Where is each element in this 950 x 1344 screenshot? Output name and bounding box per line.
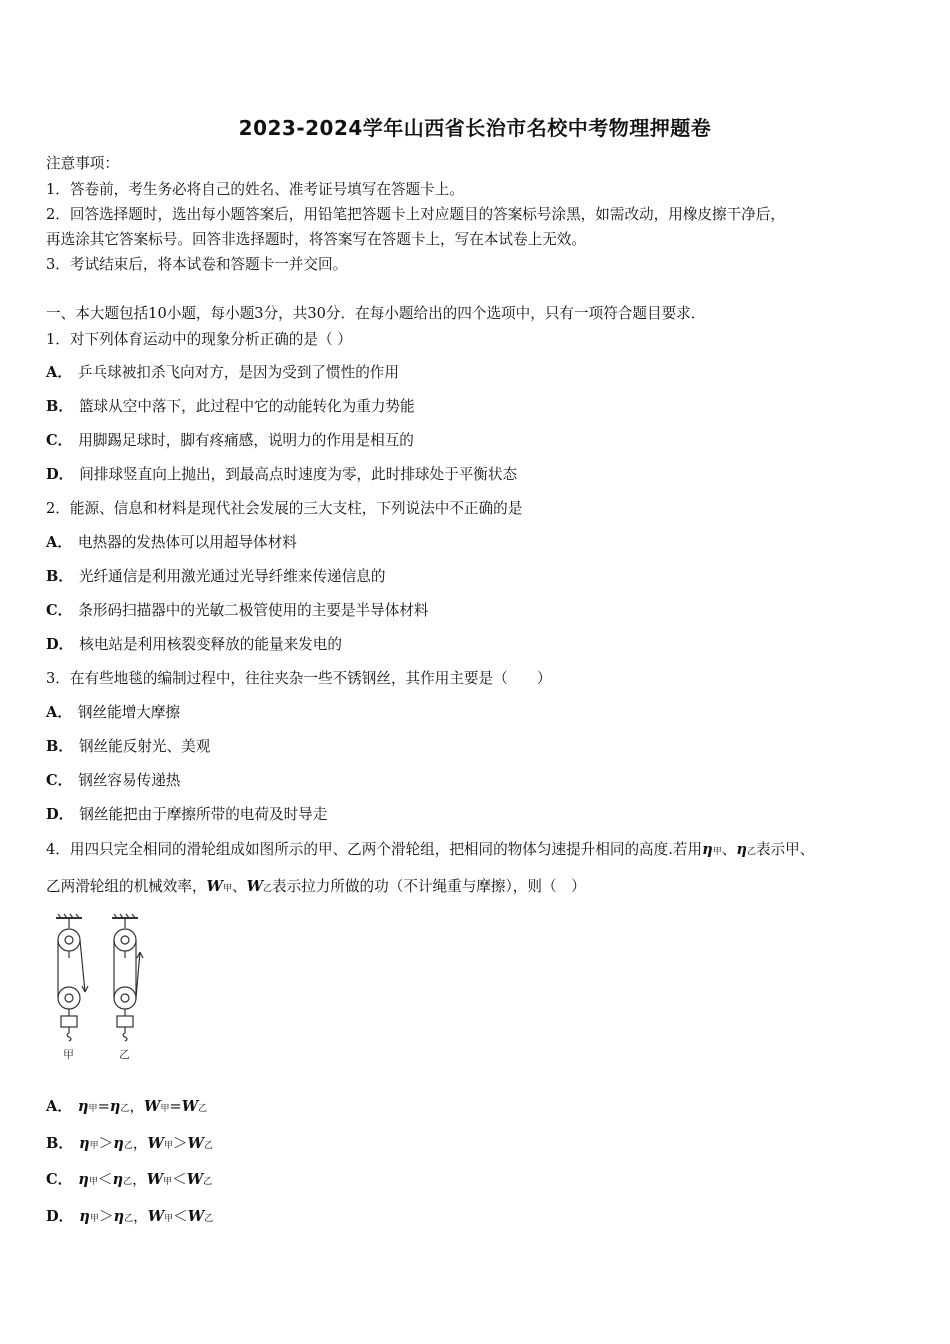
comma: ， (133, 1208, 148, 1225)
eta-symbol: η (109, 1098, 121, 1115)
eta-symbol: η (736, 841, 747, 858)
option-text: 钢丝容易传递热 (78, 772, 181, 789)
subscript: 甲 (88, 1104, 98, 1114)
q4-option-a (46, 1095, 207, 1116)
option-text: 核电站是利用核裂变释放的能量来发电的 (79, 636, 342, 653)
option-text: 条形码扫描器中的光敏二极管使用的主要是半导体材料 (78, 602, 429, 619)
notes-heading: 注意事项： (46, 155, 119, 172)
work-symbol: W (144, 1098, 161, 1115)
separator: 、 (231, 878, 247, 895)
subscript: 甲 (163, 1177, 173, 1187)
pulley-figure (52, 912, 152, 1072)
notes-item-1: 1．答卷前，考生务必将自己的姓名、准考证号填写在答题卡上。 (46, 181, 464, 198)
eta-symbol: η (113, 1208, 125, 1225)
eta-symbol: η (113, 1135, 124, 1152)
work-symbol: W (187, 1135, 204, 1152)
q3-stem: 3．在有些地毯的编制过程中，往往夹杂一些不锈钢丝，其作用主要是（ ） (46, 670, 552, 687)
option-text: 间排球竖直向上抛出，到最高点时速度为零，此时排球处于平衡状态 (79, 466, 518, 483)
work-symbol: W (206, 878, 223, 895)
subscript: 乙 (120, 1104, 130, 1114)
q4-stem-line2 (46, 875, 586, 896)
notes-item-2-cont: 再选涂其它答案标号。回答非选择题时，将答案写在答题卡上，写在本试卷上无效。 (46, 231, 586, 248)
relation: ＜ (97, 1171, 113, 1188)
comma: ， (132, 1171, 147, 1188)
q2-option-c (46, 599, 428, 620)
option-letter: B． (46, 398, 73, 415)
work-symbol: W (186, 1171, 204, 1188)
option-letter: D． (46, 1208, 74, 1225)
q1-stem: 1．对下列体育运动中的现象分析正确的是（ ） (46, 331, 352, 348)
work-symbol: W (147, 1135, 164, 1152)
subscript: 甲 (163, 1141, 173, 1151)
option-letter: B． (46, 568, 73, 585)
subscript: 甲 (89, 1141, 99, 1151)
option-text: 篮球从空中落下，此过程中它的动能转化为重力势能 (78, 398, 415, 415)
q3-option-b (46, 735, 210, 756)
q4-stem-text: 表示拉力所做的功（不计绳重与摩擦），则（ ） (271, 878, 586, 895)
work-symbol: W (181, 1098, 199, 1115)
option-text: 用脚踢足球时，脚有疼痛感，说明力的作用是相互的 (78, 432, 414, 449)
option-letter: A． (46, 534, 72, 551)
work-symbol: W (246, 878, 263, 895)
q4-stem-text: 乙两滑轮组的机械效率， (46, 878, 207, 895)
subscript: 乙 (204, 1214, 214, 1224)
option-text: 钢丝能把由于摩擦所带的电荷及时导走 (79, 806, 328, 823)
option-letter: C． (46, 1171, 73, 1188)
option-letter: A． (46, 1098, 72, 1115)
eta-symbol: η (79, 1208, 90, 1225)
figure-label-jia: 甲 (63, 1048, 74, 1061)
relation: = (97, 1098, 110, 1115)
subscript: 乙 (198, 1104, 208, 1114)
relation: ＞ (172, 1135, 188, 1152)
subscript: 甲 (712, 847, 722, 857)
q4-stem-text: 4．用四只完全相同的滑轮组成如图所示的甲、乙两个滑轮组，把相同的物体匀速提升相同的高度.若用 (46, 841, 703, 858)
subscript: 甲 (88, 1177, 98, 1187)
option-text: 钢丝能增大摩擦 (77, 704, 181, 721)
comma: ， (132, 1135, 148, 1152)
q2-option-d (46, 633, 342, 654)
eta-symbol: η (77, 1098, 89, 1115)
section-header: 一、本大题包括10小题，每小题3分，共30分．在每小题给出的四个选项中，只有一项符合题目要求． (46, 305, 706, 322)
subscript: 甲 (89, 1214, 99, 1224)
option-text: 电热器的发热体可以用超导体材料 (77, 534, 297, 551)
q2-option-b (46, 565, 385, 586)
q1-option-c (46, 429, 414, 450)
pulley-system-jia (56, 914, 88, 1061)
subscript: 乙 (203, 1177, 213, 1187)
eta-symbol: η (78, 1171, 89, 1188)
subscript: 甲 (222, 884, 232, 894)
option-letter: D． (46, 806, 74, 823)
work-symbol: W (146, 1171, 164, 1188)
option-letter: A． (46, 364, 72, 381)
relation: ＜ (173, 1208, 188, 1225)
q2-stem: 2．能源、信息和材料是现代社会发展的三大支柱，下列说法中不正确的是 (46, 500, 523, 517)
subscript: 乙 (203, 1141, 213, 1151)
subscript: 乙 (123, 1177, 133, 1187)
q4-stem-text: 表示甲、 (755, 841, 815, 858)
option-text: 钢丝能反射光、美观 (78, 738, 211, 755)
relation: ＞ (98, 1208, 114, 1225)
notes-item-2: 2．回答选择题时，选出每小题答案后，用铅笔把答题卡上对应题目的答案标号涂黑，如需改动，用橡皮擦干净后， (46, 206, 785, 223)
q3-option-a (46, 701, 180, 722)
q1-option-b (46, 395, 415, 416)
page-title: 2023-2024学年山西省长治市名校中考物理押题卷 (238, 116, 712, 140)
eta-symbol: η (78, 1135, 90, 1152)
eta-symbol: η (702, 841, 713, 858)
eta-symbol: η (112, 1171, 124, 1188)
option-letter: C． (46, 772, 73, 789)
relation: ＜ (172, 1171, 187, 1188)
subscript: 乙 (123, 1141, 133, 1151)
figure-label-yi: 乙 (119, 1048, 130, 1061)
subscript: 乙 (262, 884, 272, 894)
option-letter: D． (46, 466, 74, 483)
separator: 、 (721, 841, 737, 858)
q3-option-c (46, 769, 180, 790)
q3-option-d (46, 803, 327, 824)
q4-option-b (46, 1132, 213, 1153)
comma: ， (129, 1098, 145, 1115)
q1-option-a (46, 361, 399, 382)
subscript: 甲 (160, 1104, 170, 1114)
notes-item-3: 3．考试结束后，将本试卷和答题卡一并交回。 (46, 256, 348, 273)
q2-option-a (46, 531, 297, 552)
option-letter: A． (46, 704, 72, 721)
subscript: 甲 (164, 1214, 174, 1224)
option-letter: B． (46, 738, 73, 755)
option-text: 光纤通信是利用激光通过光导纤维来传递信息的 (78, 568, 386, 585)
subscript: 乙 (124, 1214, 134, 1224)
option-letter: C． (46, 602, 73, 619)
q1-option-d (46, 463, 517, 484)
work-symbol: W (147, 1208, 165, 1225)
option-text: 乒乓球被扣杀飞向对方，是因为受到了惯性的作用 (77, 364, 399, 381)
relation: = (169, 1098, 182, 1115)
relation: ＞ (98, 1135, 114, 1152)
option-letter: C． (46, 432, 73, 449)
subscript: 乙 (746, 847, 756, 857)
q4-option-c (46, 1168, 212, 1189)
q4-option-d (46, 1205, 213, 1226)
pulley-system-yi (112, 914, 143, 1061)
option-letter: D． (46, 636, 74, 653)
option-letter: B． (46, 1135, 73, 1152)
work-symbol: W (187, 1208, 205, 1225)
q4-stem-line1 (46, 838, 814, 859)
